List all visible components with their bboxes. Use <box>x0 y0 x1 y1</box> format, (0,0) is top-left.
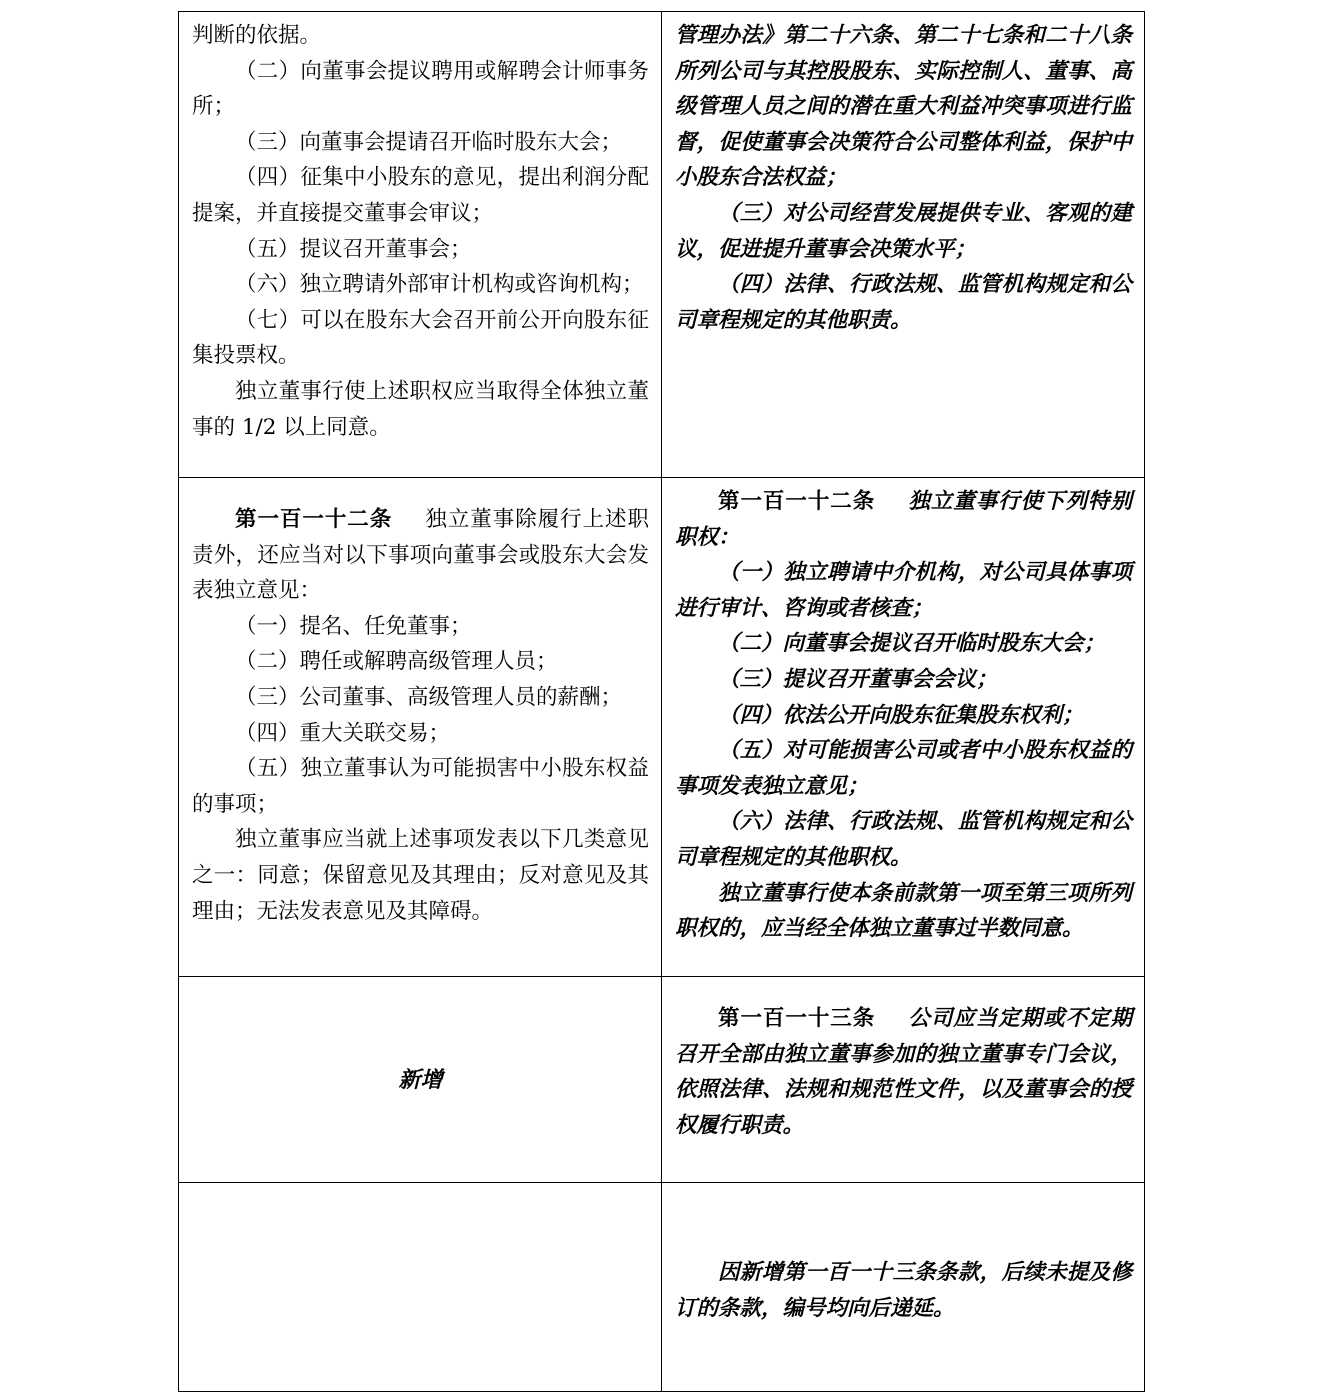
article-number: 第一百一十二条 <box>235 507 393 532</box>
paragraph: 因新增第一百一十三条条款，后续未提及修订的条款，编号均向后递延。 <box>675 1260 1132 1321</box>
paragraph: 判断的依据。 <box>192 23 322 48</box>
paragraph: （四）重大关联交易； <box>235 720 451 746</box>
new-article-label: 新增 <box>398 1066 443 1093</box>
paragraph: （六）法律、行政法规、监管机构规定和公司章程规定的其他职权。 <box>675 809 1132 870</box>
paragraph: （二）聘任或解聘高级管理人员； <box>235 649 558 675</box>
table-row <box>179 977 1145 1183</box>
paragraph: （三）提议召开董事会会议； <box>718 666 998 692</box>
table-row <box>179 478 1145 977</box>
paragraph: 独立董事行使上述职权应当取得全体独立董事的 1/2 以上同意。 <box>192 378 649 440</box>
paragraph: （四）依法公开向股东征集股东权利； <box>718 702 1084 728</box>
table-row <box>179 1183 1145 1392</box>
paragraph: 独立董事应当就上述事项发表以下几类意见之一：同意；保留意见及其理由；反对意见及其理由；无法发表意见及其障碍。 <box>192 827 649 924</box>
paragraph: （一）提名、任免董事； <box>235 613 472 639</box>
revised-text-cell <box>662 977 1145 1183</box>
original-text-cell <box>179 1183 662 1392</box>
article-heading-paragraph <box>675 484 1132 555</box>
spacer <box>675 1189 1132 1255</box>
revised-text-cell <box>662 1183 1145 1392</box>
paragraph: （二）向董事会提议聘用或解聘会计师事务所； <box>192 58 649 120</box>
paragraph: 管理办法》第二十六条、第二十七条和二十八条所列公司与其控股股东、实际控制人、董事、高级管理人员之间的潜在重大利益冲突事项进行监督，促使董事会决策符合公司整体利益，保护中小股东合法权益； <box>675 23 1132 191</box>
article-heading-paragraph <box>675 1001 1132 1143</box>
table-row <box>179 12 1145 478</box>
revised-text-cell <box>662 478 1145 977</box>
paragraph: （四）法律、行政法规、监管机构规定和公司章程规定的其他职责。 <box>675 272 1132 333</box>
paragraph: （三）对公司经营发展提供专业、客观的建议，促进提升董事会决策水平； <box>675 200 1132 262</box>
original-text-cell <box>179 12 662 478</box>
paragraph: （五）提议召开董事会； <box>235 236 472 262</box>
paragraph: （六）独立聘请外部审计机构或咨询机构； <box>235 272 644 298</box>
paragraph: （四）征集中小股东的意见，提出利润分配提案，并直接提交董事会审议； <box>192 165 649 226</box>
paragraph: （三）向董事会提请召开临时股东大会； <box>235 129 623 155</box>
article-heading-paragraph <box>192 502 649 609</box>
comparison-table <box>178 11 1145 1392</box>
paragraph: （三）公司董事、高级管理人员的薪酬； <box>235 684 623 710</box>
article-text: 公司应当定期或不定期召开全部由独立董事参加的独立董事专门会议，依照法律、法规和规范性文件，以及董事会的授权履行职责。 <box>675 1006 1132 1138</box>
spacer <box>675 983 1132 1001</box>
paragraph: （一）独立聘请中介机构，对公司具体事项进行审计、咨询或者核查； <box>675 560 1132 621</box>
paragraph: （七）可以在股东大会召开前公开向股东征集投票权。 <box>192 307 649 369</box>
revised-text-cell <box>662 12 1145 478</box>
paragraph: （五）对可能损害公司或者中小股东权益的事项发表独立意见； <box>675 738 1132 799</box>
paragraph: 独立董事行使本条前款第一项至第三项所列职权的，应当经全体独立董事过半数同意。 <box>675 880 1132 942</box>
original-text-cell <box>179 977 662 1183</box>
spacer <box>192 484 649 502</box>
article-text: 独立董事行使下列特别职权： <box>675 489 1132 550</box>
article-number: 第一百一十二条 <box>718 489 876 514</box>
article-number: 第一百一十三条 <box>718 1006 876 1031</box>
original-text-cell <box>179 478 662 977</box>
article-text: 独立董事除履行上述职责外，还应当对以下事项向董事会或股东大会发表独立意见： <box>192 507 649 604</box>
paragraph: （五）独立董事认为可能损害中小股东权益的事项； <box>192 756 649 817</box>
paragraph: （二）向董事会提议召开临时股东大会； <box>718 631 1106 657</box>
